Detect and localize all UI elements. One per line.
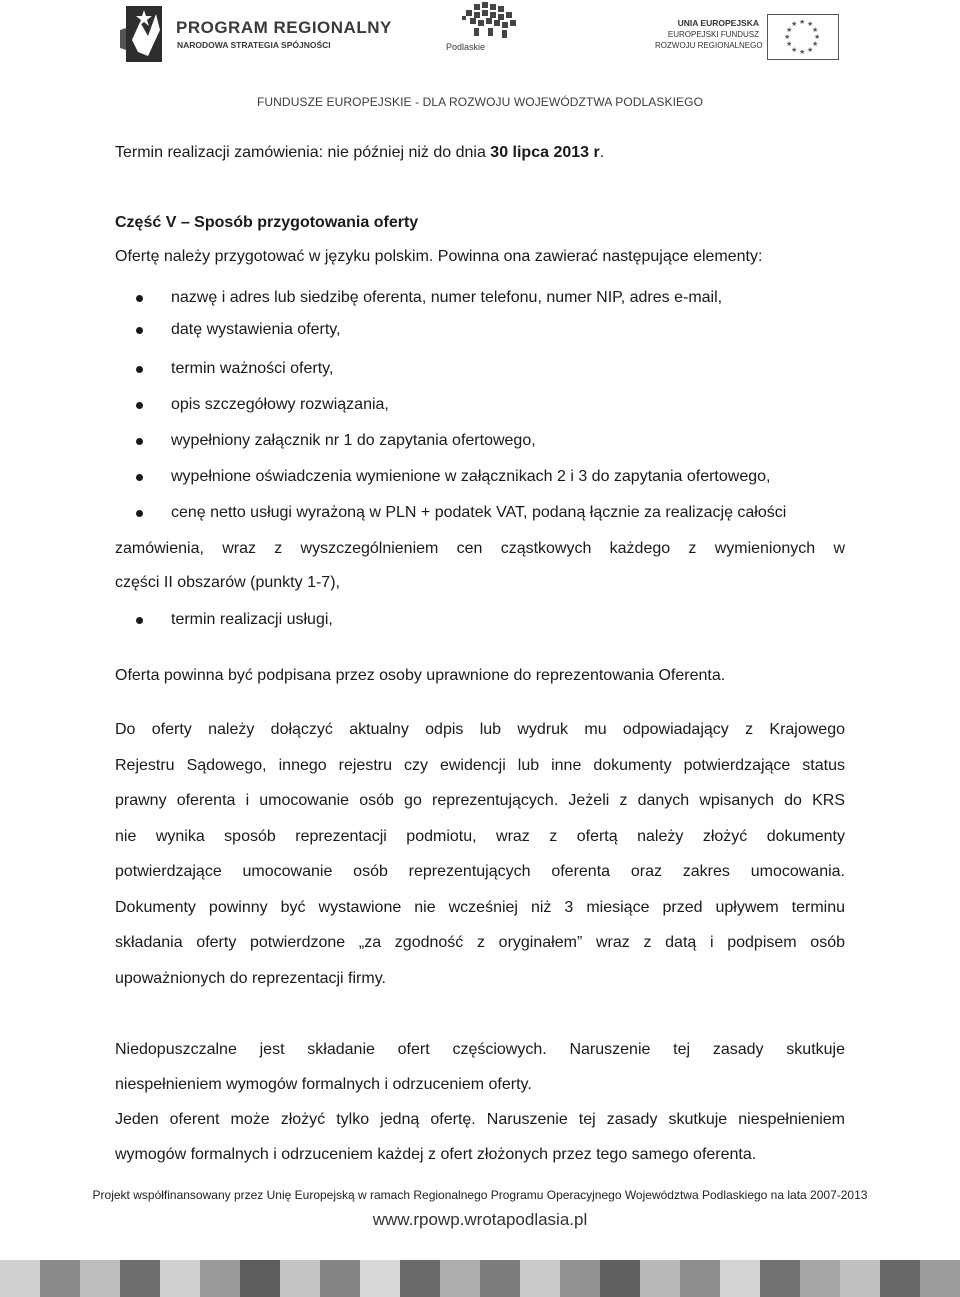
list-item: opis szczegółowy rozwiązania, — [171, 396, 389, 413]
deadline-suffix: . — [599, 144, 605, 161]
paragraph-line: upoważnionych do reprezentacji firmy. — [115, 970, 386, 987]
section-heading: Część V – Sposób przygotowania oferty — [115, 214, 419, 231]
bullet-icon — [136, 510, 143, 517]
bison-icon — [440, 0, 540, 48]
intro-text: Ofertę należy przygotować w języku polskim. Powinna ona zawierać następujące elementy: — [115, 248, 763, 265]
bullet-icon — [136, 366, 143, 373]
bullet-icon — [136, 617, 143, 624]
svg-text:★: ★ — [799, 18, 806, 26]
paragraph-line: wymogów formalnych i odrzuceniem każdej z ofert złożonych przez tego samego oferenta. — [115, 1146, 757, 1163]
bullet-icon — [136, 295, 143, 302]
paragraph-line: Jeden oferent może złożyć tylko jedną ofertę. Naruszenie tej zasady skutkuje niespełnieniem — [115, 1111, 845, 1128]
list-item: termin ważności oferty, — [171, 360, 334, 377]
list-item: nazwę i adres lub siedzibę oferenta, numer telefonu, numer NIP, adres e-mail, — [171, 289, 723, 306]
svg-text:★: ★ — [791, 20, 798, 28]
svg-text:★: ★ — [812, 26, 819, 34]
bullet-icon — [136, 474, 143, 481]
deadline-line — [115, 143, 604, 163]
program-title: PROGRAM REGIONALNY — [176, 18, 392, 37]
fund-label-line2: ROZWOJU REGIONALNEGO — [655, 41, 763, 50]
svg-text:★: ★ — [812, 40, 819, 48]
footer-website-link[interactable]: www.rpowp.wrotapodlasia.pl — [372, 1210, 588, 1229]
svg-text:★: ★ — [786, 40, 793, 48]
svg-text:★: ★ — [791, 46, 798, 54]
eu-label: UNIA EUROPEJSKA — [677, 18, 759, 28]
svg-text:★: ★ — [807, 20, 814, 28]
podlaskie-label: Podlaskie — [446, 42, 486, 52]
paragraph-line: prawny oferenta i umocowanie osób go reprezentujących. Jeżeli z danych wpisanych do KRS — [115, 792, 845, 809]
svg-text:★: ★ — [799, 48, 806, 56]
paragraph-line: potwierdzające umocowanie osób reprezentujących oferenta oraz zakres umocowania. — [115, 863, 845, 880]
podlaskie-logo — [440, 0, 540, 72]
list-item: wypełniony załącznik nr 1 do zapytania ofertowego, — [171, 432, 536, 449]
paragraph-line: niespełnieniem wymogów formalnych i odrzuceniem oferty. — [115, 1076, 532, 1093]
deadline-date: 30 lipca 2013 r — [490, 144, 600, 161]
list-item: datę wystawienia oferty, — [171, 321, 341, 338]
deadline-prefix: Termin realizacji zamówienia: nie później niż do dnia — [115, 144, 491, 161]
eu-logo — [655, 14, 855, 64]
program-regionalny-logo — [118, 0, 392, 72]
svg-text:★: ★ — [807, 46, 814, 54]
paragraph-line: Do oferty należy dołączyć aktualny odpis lub wydruk mu odpowiadający z Krajowego — [115, 721, 845, 738]
paragraph-line: Rejestru Sądowego, innego rejestru czy ewidencji lub inne dokumenty potwierdzające status — [115, 757, 845, 774]
list-item: wypełnione oświadczenia wymienione w załącznikach 2 i 3 do zapytania ofertowego, — [171, 468, 771, 485]
program-regionalny-emblem-icon — [118, 0, 170, 68]
header-tagline: FUNDUSZE EUROPEJSKIE - DLA ROZWOJU WOJEWÓDZTWA PODLASKIEGO — [256, 95, 704, 109]
svg-text:★: ★ — [784, 33, 791, 41]
bullet-icon — [136, 402, 143, 409]
eu-flag-icon — [767, 14, 839, 60]
page-header — [0, 0, 960, 110]
paragraph-line: nie wynika sposób reprezentacji podmiotu, wraz z ofertą należy złożyć dokumenty — [115, 828, 845, 845]
paragraph-line: Niedopuszczalne jest składanie ofert częściowych. Naruszenie tej zasady skutkuje — [115, 1041, 845, 1058]
paragraph-line: składania oferty potwierdzone „za zgodność z oryginałem” wraz z datą i podpisem osób — [115, 934, 845, 951]
bullet-icon — [136, 327, 143, 334]
fund-label-line1: EUROPEJSKI FUNDUSZ — [667, 30, 759, 39]
program-subtitle: NARODOWA STRATEGIA SPÓJNOŚCI — [177, 40, 331, 50]
footer-decorative-strip — [0, 1260, 960, 1297]
list-item-continuation: części II obszarów (punkty 1-7), — [115, 574, 340, 591]
bullet-icon — [136, 438, 143, 445]
list-item: termin realizacji usługi, — [171, 611, 333, 628]
paragraph-line: Dokumenty powinny być wystawione nie wcześniej niż 3 miesiące przed upływem terminu — [115, 899, 845, 916]
svg-text:★: ★ — [814, 33, 821, 41]
cofinance-note: Projekt współfinansowany przez Unię Europejską w ramach Regionalnego Programu Operacyjnego Województwa Podlaskiego na lata 2007-2013 — [92, 1188, 868, 1202]
list-item-continuation: zamówienia, wraz z wyszczególnieniem cen cząstkowych każdego z wymienionych w — [115, 540, 845, 557]
signature-note: Oferta powinna być podpisana przez osoby uprawnione do reprezentowania Oferenta. — [115, 667, 726, 684]
svg-text:★: ★ — [786, 26, 793, 34]
list-item: cenę netto usługi wyrażoną w PLN + podatek VAT, podaną łącznie za realizację całości — [171, 504, 787, 521]
